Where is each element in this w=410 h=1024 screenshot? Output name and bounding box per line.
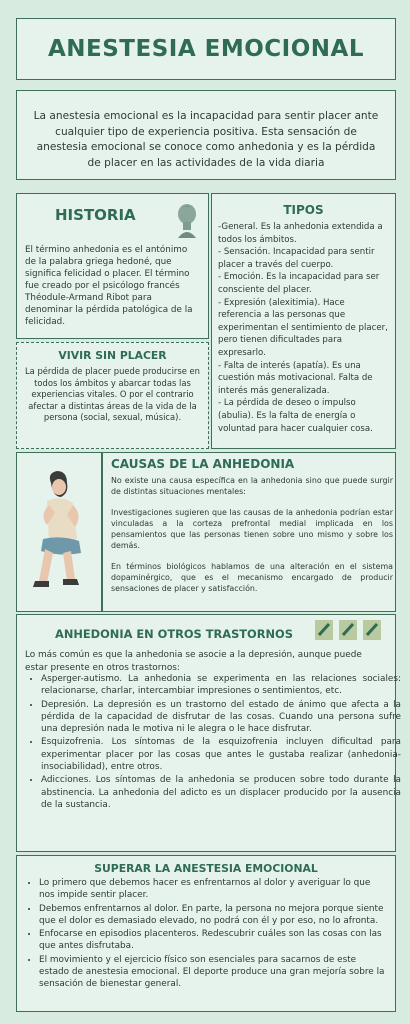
causas-paragraph: En términos biológicos hablamos de una alteración en el sistema dopaminérgico, que es el mecanismo encargado de producir sensaciones de placer y satisfacción. [111, 562, 393, 593]
title-box [16, 18, 396, 80]
tipos-section [211, 193, 396, 449]
tipos-item: - Expresión (alexitimia). Hace referencia a las personas que experimentan el sentimiento de placer, pero tienen dificultades para expresarlo. [218, 297, 388, 358]
causas-divider [101, 453, 103, 611]
vivir-heading: VIVIR SIN PLACER [58, 349, 167, 362]
tipos-heading: TIPOS [283, 203, 324, 217]
causas-paragraph: Investigaciones sugieren que las causas de la anhedonia podrían estar vinculadas a la corteza prefrontal medial implicada en los pensamientos que las personas tienen sobre uno mismo y sobre los demás. [111, 508, 393, 550]
tipos-item: - Falta de interés (apatía). Es una cuestión más motivacional. Falta de interés más generalizada. [218, 360, 373, 396]
vivir-text: La pérdida de placer puede producirse en todos los ámbitos y abarcar todas las experiencias vitales. O por el contrario afectar a distintas áreas de la vida de la persona (social, sexual, música). [25, 366, 200, 422]
historia-heading: HISTORIA [55, 206, 136, 224]
tipos-list [218, 221, 389, 435]
tipos-item: -General. Es la anhedonia extendida a todos los ámbitos. [218, 222, 383, 245]
causas-section [16, 452, 396, 612]
list-item: • Adicciones. Los síntomas de la anhedonia se producen sobre todo durante la abstinencia. La anhedonia del adicto es un displacer producido por la ausencia de la sustancia. [41, 774, 401, 811]
causas-text [111, 475, 393, 604]
intro-box [16, 90, 396, 180]
vivir-section [16, 342, 209, 449]
list-item: • Lo primero que debemos hacer es enfrentarnos al dolor y averiguar lo que nos impide sentir placer. [39, 877, 387, 902]
page-title: ANESTESIA EMOCIONAL [47, 36, 364, 62]
superar-section [16, 855, 396, 1012]
otros-heading: ANHEDONIA EN OTROS TRASTORNOS [55, 627, 293, 641]
sad-woman-illustration [17, 453, 101, 611]
superar-list [25, 877, 387, 991]
causas-paragraph: No existe una causa específica en la anhedonia sino que puede surgir de distintas situaciones mentales: [111, 476, 393, 496]
otros-list [25, 673, 401, 812]
superar-heading: SUPERAR LA ANESTESIA EMOCIONAL [94, 862, 318, 875]
otros-section [16, 614, 401, 852]
statue-head-icon [175, 202, 199, 240]
historia-section [16, 193, 209, 339]
list-item: • Enfocarse en episodios placenteros. Redescubrir cuáles son las cosas con las que antes disfrutaba. [39, 928, 387, 953]
tipos-item: - Sensación. Incapacidad para sentir placer a través del cuerpo. [218, 247, 375, 270]
historia-text: El término anhedonia es el antónimo de la palabra griega hedoné, que significa felicidad o placer. El término fue creado por el psicólogo francés Théodule-Armand Ribot para denominar la pérdida patológica de la felicidad. [25, 245, 193, 327]
tipos-item: - La pérdida de deseo o impulso (abulia). Es la falta de energía o voluntad para hacer cualquier cosa. [218, 398, 373, 434]
list-item: • Debemos enfrentarnos al dolor. En parte, la persona no mejora porque siente que el dolor es demasiado elevado, no podrá con él y por eso, no lo afronta. [39, 903, 387, 928]
causas-heading: CAUSAS DE LA ANHEDONIA [111, 457, 295, 471]
list-item: • Esquizofrenia. Los síntomas de la esquizofrenia incluyen dificultad para experimentar placer por las cosas que antes le gustaba realizar (anhedonia-insociabilidad), entre otros. [41, 736, 401, 773]
list-item: • El movimiento y el ejercicio físico son esenciales para sacarnos de este estado de anestesia emocional. El deporte produce una gran mejoría sobre la sensación de bienestar general. [39, 954, 387, 991]
list-item: • Depresión. La depresión es un trastorno del estado de ánimo que afecta a la pérdida de la capacidad de disfrutar de las cosas. Cuando una persona sufre una depresión nada le motiva ni le alegra o le hace disfrutar. [41, 699, 401, 736]
leaf-cards-icon [313, 617, 383, 643]
list-item: • Asperger-autismo. La anhedonia se experimenta en las relaciones sociales: relacionarse, charlar, intercambiar impresiones o sentimientos, etc. [41, 673, 401, 698]
otros-intro: Lo más común es que la anhedonia se asocie a la depresión, aunque puede estar presente en otros trastornos: [25, 650, 362, 673]
intro-text: La anestesia emocional es la incapacidad para sentir placer ante cualquier tipo de experiencia positiva. Esta sensación de anestesia emocional se conoce como anhedonia y es la pérdida de placer en las actividades de la vida diaria [33, 110, 379, 169]
tipos-item: - Emoción. Es la incapacidad para ser consciente del placer. [218, 272, 380, 295]
